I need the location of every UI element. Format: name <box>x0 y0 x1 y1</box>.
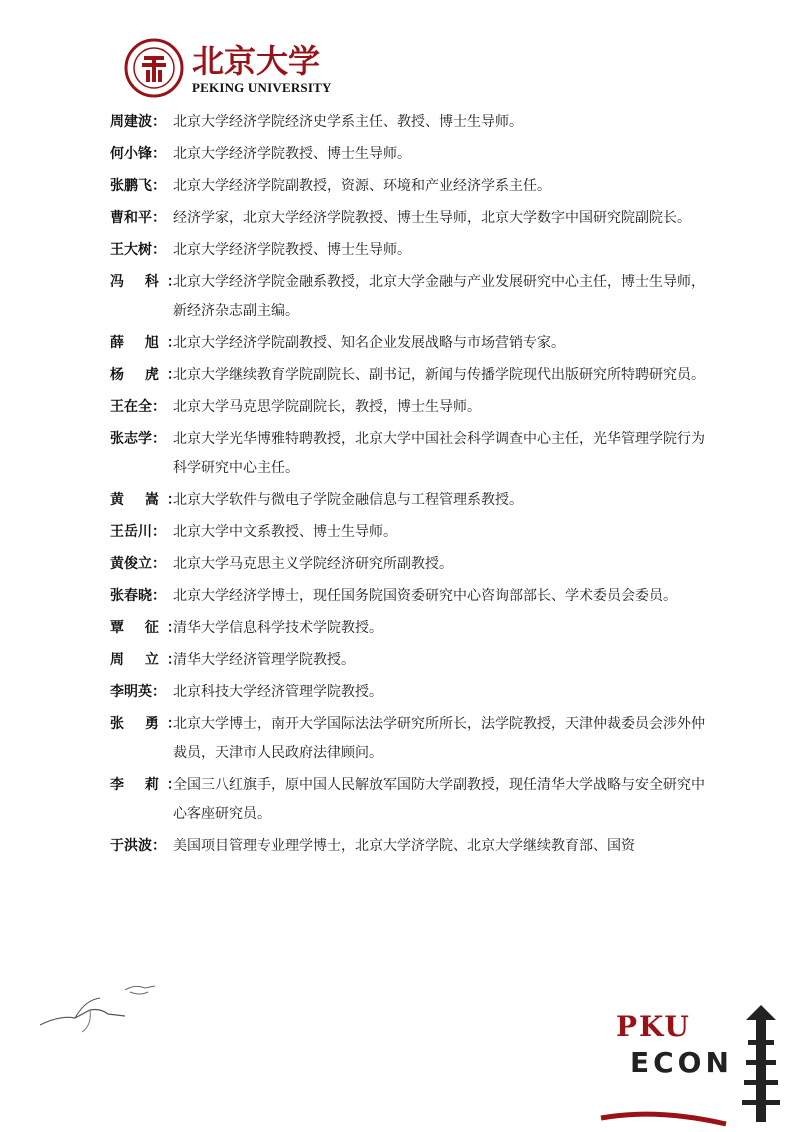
faculty-description: 全国三八红旗手，原中国人民解放军国防大学副教授，现任清华大学战略与安全研究中心客座研究员。 <box>173 777 705 822</box>
faculty-description: 北京大学博士，南开大学国际法法学研究所所长，法学院教授，天津仲裁委员会涉外仲裁员，天津市人民政府法律顾问。 <box>173 716 705 761</box>
faculty-name: 杨 虎： <box>110 367 189 383</box>
faculty-description: 北京大学经济学院副教授、知名企业发展战略与市场营销专家。 <box>173 335 565 351</box>
faculty-name: 李 莉： <box>110 777 189 793</box>
faculty-description: 北京大学软件与微电子学院金融信息与工程管理系教授。 <box>173 492 523 508</box>
faculty-description: 北京大学经济学院金融系教授，北京大学金融与产业发展研究中心主任，博士生导师，新经济杂志副主编。 <box>173 274 705 319</box>
faculty-list <box>110 108 714 864</box>
faculty-name: 张鹏飞： <box>110 178 166 194</box>
faculty-name: 于洪波： <box>110 838 166 854</box>
faculty-entry <box>110 710 714 768</box>
faculty-name: 王在全： <box>110 399 166 415</box>
faculty-entry <box>110 425 714 483</box>
faculty-entry <box>110 108 714 137</box>
faculty-description: 北京大学经济学院教授、博士生导师。 <box>173 242 411 258</box>
svg-text:北京大学: 北京大学 <box>192 42 321 80</box>
faculty-description: 北京科技大学经济管理学院教授。 <box>173 684 383 700</box>
logo-chinese <box>192 40 352 80</box>
faculty-name: 王岳川： <box>110 524 166 540</box>
faculty-name: 薛 旭： <box>110 335 189 351</box>
logo-english: PEKING UNIVERSITY <box>192 80 332 95</box>
faculty-description: 清华大学经济管理学院教授。 <box>173 652 355 668</box>
faculty-name: 李明英： <box>110 684 166 700</box>
faculty-description: 北京大学经济学博士，现任国务院国资委研究中心咨询部部长、学术委员会委员。 <box>173 588 677 604</box>
faculty-entry <box>110 329 714 358</box>
faculty-entry <box>110 393 714 422</box>
faculty-entry <box>110 236 714 265</box>
faculty-entry <box>110 361 714 390</box>
faculty-description: 经济学家，北京大学经济学院教授、博士生导师，北京大学数字中国研究院副院长。 <box>173 210 691 226</box>
faculty-entry <box>110 678 714 707</box>
faculty-entry <box>110 550 714 579</box>
faculty-description: 北京大学马克思学院副院长，教授，博士生导师。 <box>173 399 481 415</box>
faculty-entry <box>110 614 714 643</box>
peking-university-seal-icon <box>124 38 184 98</box>
crane-illustration-icon <box>30 970 170 1040</box>
faculty-entry <box>110 582 714 611</box>
faculty-description: 北京大学经济学院经济史学系主任、教授、博士生导师。 <box>173 114 523 130</box>
faculty-entry <box>110 832 714 861</box>
faculty-description: 北京大学经济学院副教授，资源、环境和产业经济学系主任。 <box>173 178 551 194</box>
faculty-name: 张志学： <box>110 431 166 447</box>
faculty-name: 黄 嵩： <box>110 492 189 508</box>
faculty-name: 王大树： <box>110 242 166 258</box>
faculty-description: 美国项目管理专业理学博士，北京大学济学院、北京大学继续教育部、国资 <box>173 838 635 854</box>
pku-mark-text: PKU <box>616 1010 691 1043</box>
faculty-entry <box>110 518 714 547</box>
faculty-name: 覃 征： <box>110 620 189 636</box>
faculty-name: 黄俊立： <box>110 556 166 572</box>
faculty-description: 北京大学中文系教授、博士生导师。 <box>173 524 397 540</box>
faculty-entry <box>110 771 714 829</box>
faculty-name: 曹和平： <box>110 210 166 226</box>
faculty-description: 北京大学光华博雅特聘教授，北京大学中国社会科学调查中心主任，光华管理学院行为科学研究中心主任。 <box>173 431 705 476</box>
faculty-entry <box>110 646 714 675</box>
faculty-name: 冯 科： <box>110 274 189 290</box>
faculty-name: 周 立： <box>110 652 189 668</box>
econ-mark-text: ECON <box>630 1046 733 1079</box>
faculty-entry <box>110 172 714 201</box>
faculty-name: 张 勇： <box>110 716 189 732</box>
faculty-name: 张春晓： <box>110 588 166 604</box>
faculty-entry <box>110 140 714 169</box>
faculty-entry <box>110 486 714 515</box>
faculty-description: 北京大学马克思主义学院经济研究所副教授。 <box>173 556 453 572</box>
faculty-description: 北京大学经济学院教授、博士生导师。 <box>173 146 411 162</box>
header <box>124 38 364 98</box>
faculty-description: 北京大学继续教育学院副院长、副书记，新闻与传播学院现代出版研究所特聘研究员。 <box>173 367 705 383</box>
faculty-entry <box>110 204 714 233</box>
faculty-description: 清华大学信息科学技术学院教授。 <box>173 620 383 636</box>
faculty-entry <box>110 268 714 326</box>
faculty-name: 何小锋： <box>110 146 166 162</box>
faculty-name: 周建波： <box>110 114 166 130</box>
